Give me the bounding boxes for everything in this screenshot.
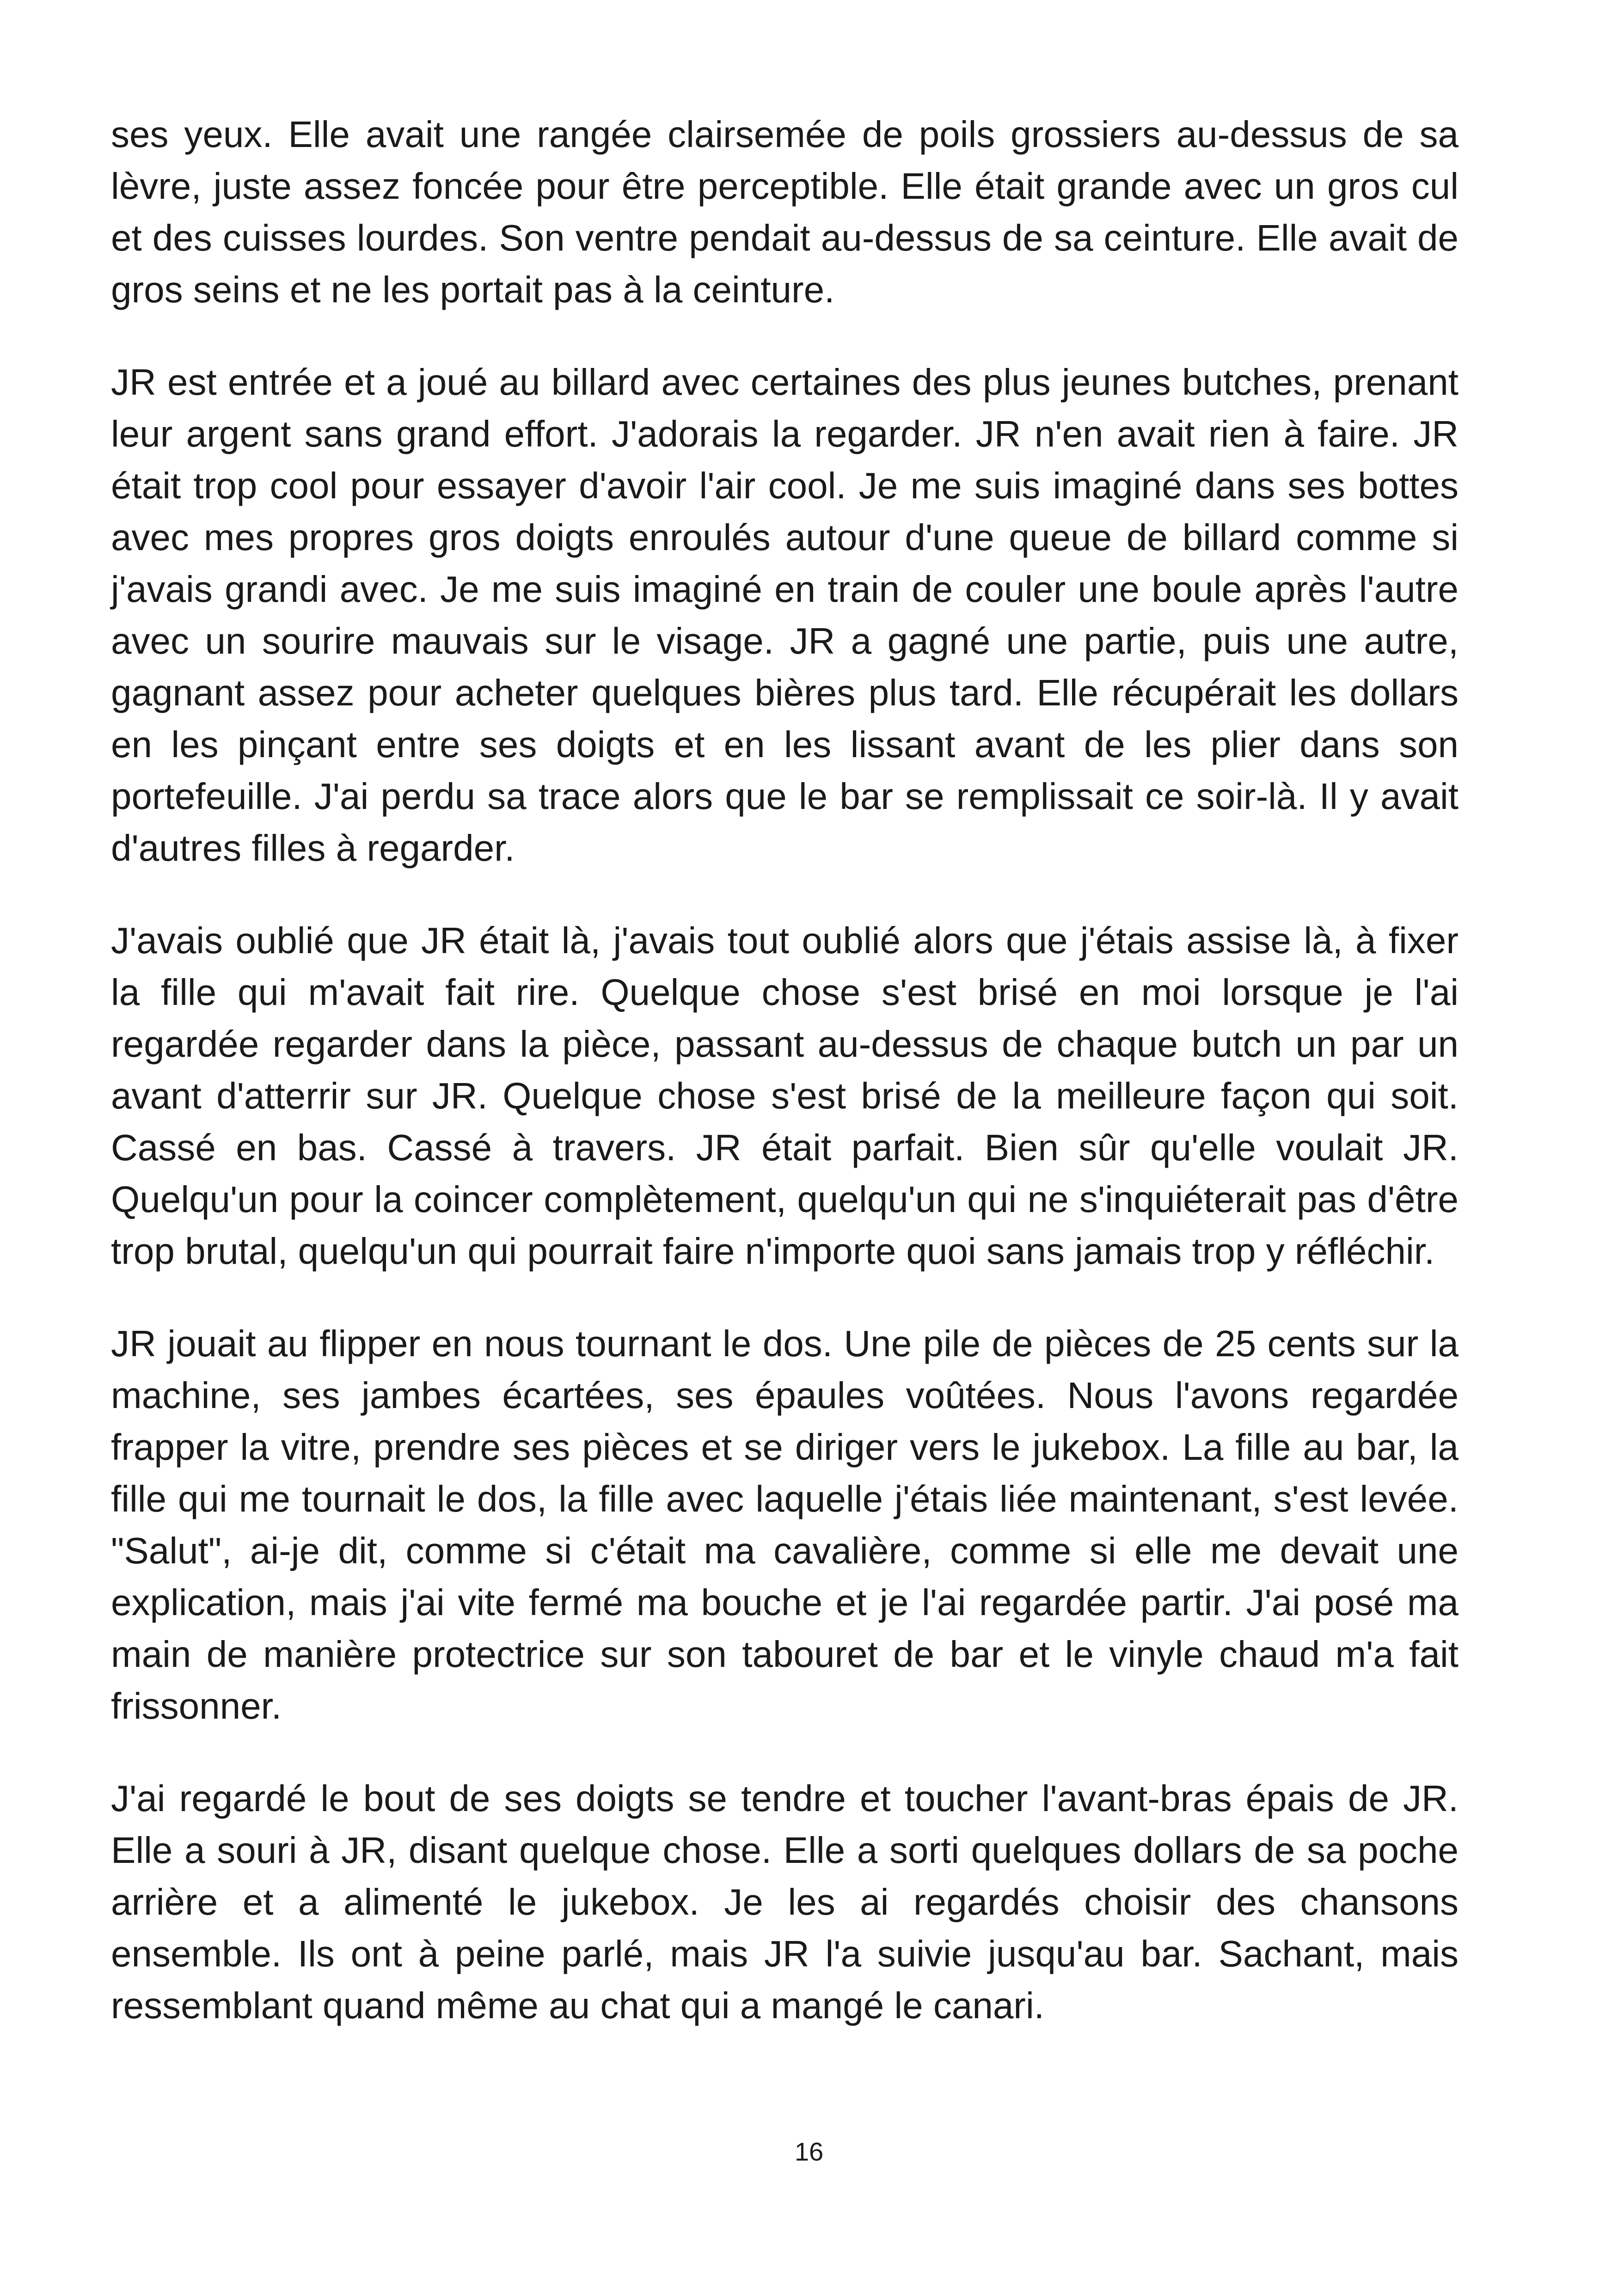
paragraph-2: JR est entrée et a joué au billard avec certaines des plus jeunes butches, prenant leur argent sans grand effort. J'adorais la regarder. JR n'en avait rien à faire. JR était trop cool pour essayer d'avoir l'air cool. Je me suis imaginé dans ses bottes avec mes propres gros doigts enroulés autour d'une queue de billard comme si j'avais grandi avec. Je me suis imaginé en train de couler une boule après l'autre avec un sourire mauvais sur le visage. JR a gagné une partie, puis une autre, gagnant assez pour acheter quelques bières plus tard. Elle récupérait les dollars en les pinçant entre ses doigts et en les lissant avant de les plier dans son portefeuille. J'ai perdu sa trace alors que le bar se remplissait ce soir-là. Il y avait d'autres filles à regarder. (111, 361, 1459, 869)
paragraph-1: ses yeux. Elle avait une rangée clairsemée de poils grossiers au-dessus de sa lèvre, juste assez foncée pour être perceptible. Elle était grande avec un gros cul et des cuisses lourdes. Son ventre pendait au-dessus de sa ceinture. Elle avait de gros seins et ne les portait pas à la ceinture. (111, 114, 1459, 310)
paragraph-5: J'ai regardé le bout de ses doigts se tendre et toucher l'avant-bras épais de JR. Elle a souri à JR, disant quelque chose. Elle a sorti quelques dollars de sa poche arrière et a alimenté le jukebox. Je les ai regardés choisir des chansons ensemble. Ils ont à peine parlé, mais JR l'a suivie jusqu'au bar. Sachant, mais ressemblant quand même au chat qui a mangé le canari. (111, 1778, 1459, 2026)
paragraph-3: J'avais oublié que JR était là, j'avais tout oublié alors que j'étais assise là, à fixer la fille qui m'avait fait rire. Quelque chose s'est brisé en moi lorsque je l'ai regardée regarder dans la pièce, passant au-dessus de chaque butch un par un avant d'atterrir sur JR. Quelque chose s'est brisé de la meilleure façon qui soit. Cassé en bas. Cassé à travers. JR était parfait. Bien sûr qu'elle voulait JR. Quelqu'un pour la coincer complètement, quelqu'un qui ne s'inquiéterait pas d'être trop brutal, quelqu'un qui pourrait faire n'importe quoi sans jamais trop y réfléchir. (111, 920, 1459, 1272)
page-number: 16 (794, 2137, 824, 2166)
text-body (111, 109, 1459, 2032)
paragraph-4: JR jouait au flipper en nous tournant le dos. Une pile de pièces de 25 cents sur la machine, ses jambes écartées, ses épaules voûtées. Nous l'avons regardée frapper la vitre, prendre ses pièces et se diriger vers le jukebox. La fille au bar, la fille qui me tournait le dos, la fille avec laquelle j'étais liée maintenant, s'est levée. "Salut", ai-je dit, comme si c'était ma cavalière, comme si elle me devait une explication, mais j'ai vite fermé ma bouche et je l'ai regardée partir. J'ai posé ma main de manière protectrice sur son tabouret de bar et le vinyle chaud m'a fait frissonner. (111, 1323, 1459, 1727)
